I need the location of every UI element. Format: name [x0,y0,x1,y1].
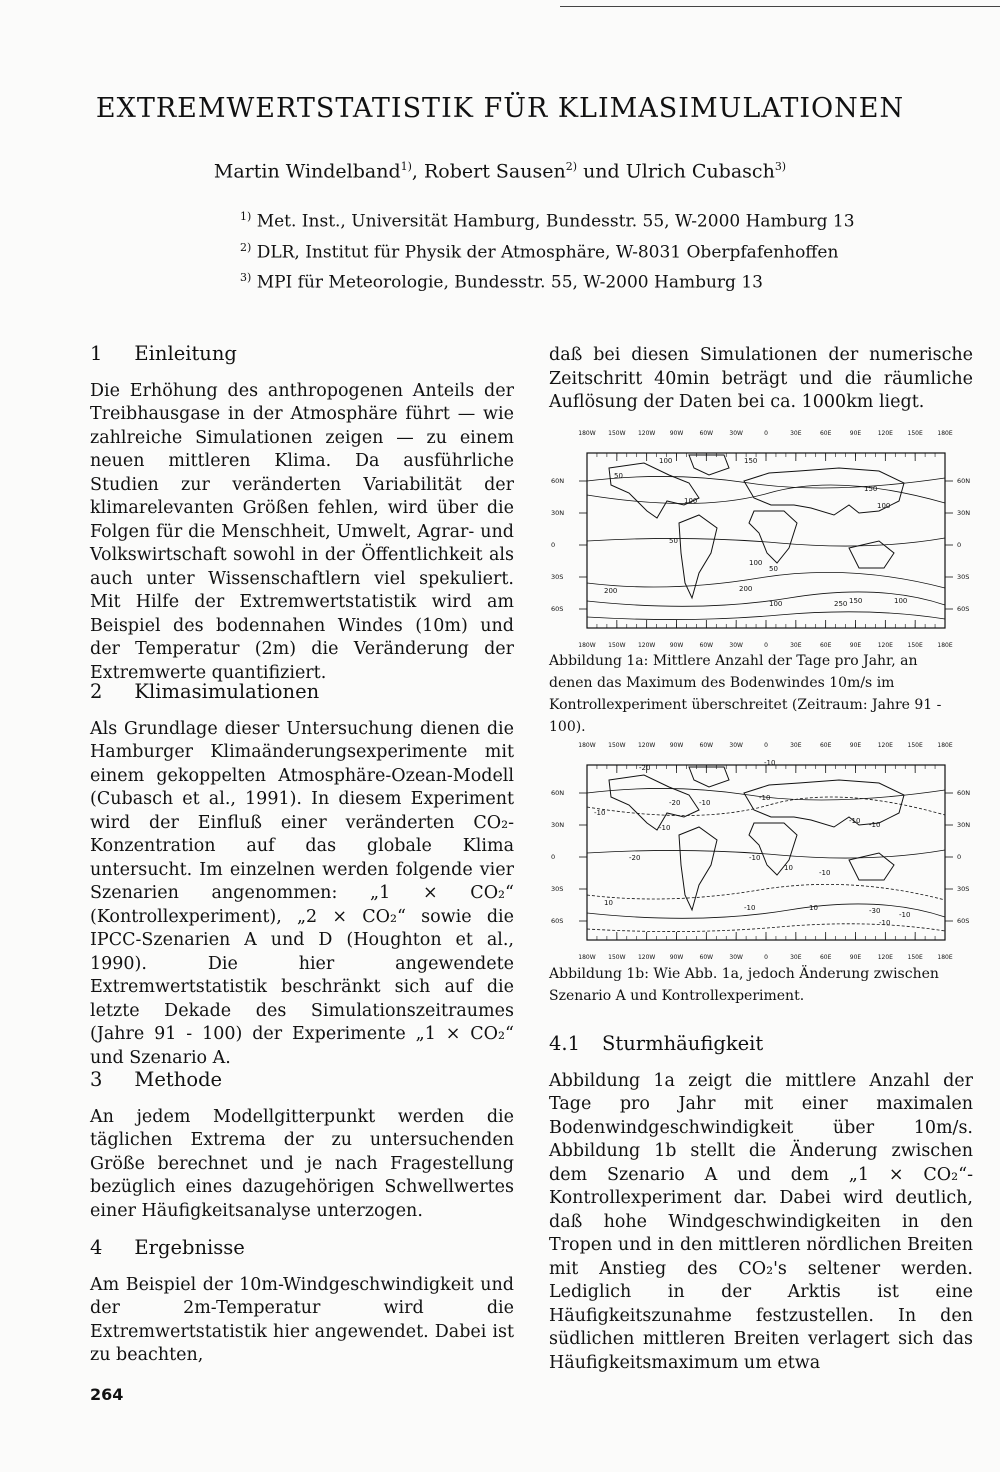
section-text: An jedem Modellgitterpunkt werden die täglichen Extrema der zu untersuchenden Größe berechnet und je nach Fragestellung bezüglich eines dazugehörigen Schwellwertes einer Häufigkeitsanalyse unterzogen. [90,1106,514,1221]
lon-label-top: 180W [578,742,596,749]
author-1: Martin Windelband [213,160,401,183]
contour-label: 50 [614,472,623,480]
contour-label: -10 [749,854,761,862]
lon-label-top: 60W [699,430,714,437]
lon-label-bottom: 30E [790,954,802,961]
figure-1b-caption: Abbildung 1b: Wie Abb. 1a, jedoch Änderung zwischen Szenario A und Kontrollexperiment. [549,966,939,1004]
lon-label-bottom: 90E [849,642,862,649]
section-number: 2 [90,680,103,703]
section-heading [90,342,514,366]
section-number: 4 [90,1236,103,1259]
affiliation-mark: 1) [240,210,252,223]
lon-label-top: 30W [729,742,743,749]
lon-label-top: 150E [907,430,923,437]
lat-label-right: 30S [957,885,970,893]
affiliation-mark: 3) [240,271,252,285]
lon-label-top: 120W [637,742,656,749]
affiliation-text: DLR, Institut für Physik der Atmosphäre, W-8031 Oberpfafenhoffen [251,242,839,263]
lon-label-bottom: 180E [937,642,953,649]
contour-label: 100 [894,597,908,605]
affiliations [240,204,855,296]
lon-label-top: 30E [790,430,802,437]
lat-label-right: 60N [957,789,971,797]
lon-label-top: 30W [729,430,743,437]
coastline [689,455,729,475]
lon-label-bottom: 120W [637,954,656,961]
lon-label-bottom: 150E [907,954,923,961]
contour-label: 200 [739,585,753,593]
lat-label-right: 30S [957,573,970,581]
contour-label: -10 [849,817,861,825]
contour-label: 50 [669,537,678,545]
affiliation-2 [240,235,855,266]
section-number: 1 [90,342,103,365]
lon-label-top: 150W [608,430,626,437]
section-sturmhaeufigkeit [549,1032,973,1375]
lon-label-bottom: 90W [669,954,684,961]
lat-label-right: 30N [957,509,971,517]
lat-label-left: 30S [551,885,564,893]
lat-label-left: 30N [551,821,565,829]
lon-label-top: 150W [608,742,626,749]
contour-label: 100 [877,502,891,510]
contour-label: -10 [744,904,756,912]
section-text: Die Erhöhung des anthropogenen Anteils der Treibhausgase in der Atmosphäre führt — wie zahlreiche Simulationen zeigen — zu einem neuen mittleren Klima. Da ausführliche Studien zur veränderten Variabilität der klimarelevanten Größen fehlen, wird über die Folgen für die Menschheit, Umwelt, Agrar- und Volkswirtschaft sowohl in der Öffentlichkeit als auch unter Wissenschaftlern viel spekuliert. Mit Hilfe der Extremwertstatistik wird am Beispiel des bodennahen Windes (10m) und der Temperatur (2m) die Veränderung der Extremwerte quantifiziert. [90,380,514,683]
lon-label-bottom: 180E [937,954,953,961]
lon-label-bottom: 60W [699,642,714,649]
lon-label-bottom: 120W [637,642,656,649]
contour-label: 100 [659,457,673,465]
lon-label-bottom: 0 [764,954,768,961]
lon-label-bottom: 150W [608,954,626,961]
section-text: Abbildung 1a zeigt die mittlere Anzahl der Tage pro Jahr mit einer maximalen Bodenwindgeschwindigkeit über 10m/s. Abbildung 1b stellt die Änderung zwischen dem Szenario A und dem „1 × CO₂“-Kontrollexperiment dar. Dabei wird deutlich, daß hohe Windgeschwindigkeiten in den Tropen und in den mittleren nördlichen Breiten mit Anstieg des CO₂'s seltener werden. Lediglich in der Arktis ist eine Häufigkeitszunahme festzustellen. In den südlichen mittleren Breiten verlagert sich das Häufigkeitsmaximum um etwa [549,1070,973,1373]
lon-label-top: 180E [937,430,953,437]
lat-label-left: 0 [551,541,556,549]
contour-label: 200 [604,587,618,595]
contour-line [587,485,945,504]
contour-label: 50 [769,565,778,573]
lat-label-left: 0 [551,853,556,861]
lat-label-right: 60S [957,605,970,613]
contour-label: -10 [879,919,891,927]
lon-label-top: 150E [907,742,923,749]
lat-label-left: 60S [551,917,564,925]
author-1-mark: 1) [400,160,412,173]
lon-label-top: 90W [669,742,684,749]
contour-label: -10 [594,809,606,817]
contour-line [587,884,945,900]
right-intro [549,344,973,415]
section-title: Einleitung [134,342,237,365]
affiliation-text: MPI für Meteorologie, Bundesstr. 55, W-2000 Hamburg 13 [251,272,763,293]
coastline [749,511,797,563]
contour-label: 10 [784,864,793,872]
section-ergebnisse [90,1236,514,1368]
lon-label-top: 180W [578,430,596,437]
lon-label-bottom: 150E [907,642,923,649]
section-einleitung [90,342,514,685]
contour-line [587,904,945,918]
contour-label: -10 [819,869,831,877]
lon-label-bottom: 60E [819,954,832,961]
section-title: Sturmhäufigkeit [602,1032,764,1055]
contour-line [587,476,945,488]
lon-label-top: 90E [849,742,862,749]
lon-label-top: 120E [877,430,893,437]
lon-label-bottom: 90W [669,642,684,649]
contour-label: 150 [849,597,863,605]
section-title: Methode [134,1068,223,1091]
section-text: Am Beispiel der 10m-Windgeschwindigkeit und der 2m-Temperatur wird die Extremwertstatistik hier angewendet. Dabei ist zu beachten, [90,1274,514,1365]
contour-label: -10 [764,759,776,767]
contour-label: 150 [864,485,878,493]
contour-line [587,850,945,858]
lon-label-top: 90W [669,430,684,437]
lon-label-bottom: 30W [729,642,743,649]
lon-label-bottom: 60E [819,642,832,649]
lat-label-right: 60S [957,917,970,925]
affiliation-1 [240,204,855,235]
section-heading [549,1032,973,1056]
top-rule [560,6,1000,7]
lon-label-top: 180E [937,742,953,749]
contour-label: -10 [899,911,911,919]
lon-label-top: 60W [699,742,714,749]
contour-label: 250 [834,600,848,608]
lat-label-left: 30S [551,573,564,581]
contour-label: -10 [699,799,711,807]
affiliation-text: Met. Inst., Universität Hamburg, Bundesstr. 55, W-2000 Hamburg 13 [251,211,855,232]
section-heading [90,680,514,704]
contour-line [587,924,945,932]
section-title: Klimasimulationen [134,680,320,703]
author-3: und Ulrich Cubasch [577,160,775,183]
contour-label: 100 [684,497,698,505]
section-methode [90,1068,514,1223]
lat-label-left: 60S [551,605,564,613]
lon-label-bottom: 30W [729,954,743,961]
contour-label: -20 [629,854,641,862]
section-heading [90,1068,514,1092]
lat-label-right: 0 [957,853,962,861]
lon-label-bottom: 0 [764,642,768,649]
affiliation-3 [240,265,855,296]
contour-line [587,612,945,620]
lon-label-top: 60E [819,742,832,749]
affiliation-mark: 2) [240,240,252,254]
lat-label-right: 60N [957,477,971,485]
lat-label-right: 30N [957,821,971,829]
contour-label: -10 [759,794,771,802]
figure-1a-map [549,413,971,663]
author-line [0,160,1000,182]
contour-line [587,538,945,546]
lat-label-right: 0 [957,541,962,549]
section-number: 3 [90,1068,103,1091]
contour-label: 10 [809,904,818,912]
contour-label: 10 [604,899,613,907]
paper-title: EXTREMWERTSTATISTIK FÜR KLIMASIMULATIONEN [95,93,905,124]
figure-1b-map [549,725,971,975]
contour-label: 150 [744,457,758,465]
lon-label-top: 30E [790,742,802,749]
lon-label-bottom: 60W [699,954,714,961]
contour-label: 100 [769,600,783,608]
author-3-mark: 3) [774,160,787,173]
intro-text: daß bei diesen Simulationen der numerische Zeitschritt 40min beträgt und die räumliche Auflösung der Daten bei ca. 1000km liegt. [549,345,973,412]
page-number: 264 [90,1385,124,1404]
section-heading [90,1236,514,1260]
lon-label-bottom: 120E [877,954,893,961]
section-title: Ergebnisse [134,1236,245,1259]
lon-label-top: 0 [764,430,768,437]
lon-label-bottom: 120E [877,642,893,649]
coastline [744,780,904,827]
coastline [689,767,729,787]
author-2-mark: 2) [565,160,578,173]
contour-line [587,572,945,588]
contour-label: -10 [869,821,881,829]
coastline [609,775,699,830]
contour-label: -30 [869,907,881,915]
figure-1a-caption: Abbildung 1a: Mittlere Anzahl der Tage pro Jahr, an denen das Maximum des Bodenwindes 10m/s im Kontrollexperiment überschreitet (Zeitraum: Jahre 91 - 100). [549,653,942,735]
lon-label-top: 0 [764,742,768,749]
lat-label-left: 60N [551,477,565,485]
contour-line [587,592,945,606]
section-text: Als Grundlage dieser Untersuchung dienen die Hamburger Klimaänderungsexperimente mit einem gekoppelten Atmosphäre-Ozean-Modell (Cubasch et al., 1991). In diesem Experiment wird der Einfluß einer veränderten CO₂-Konzentration auf das globale Klima untersucht. Im einzelnen werden folgende vier Szenarien angenommen: „1 × CO₂“ (Kontrollexperiment), „2 × CO₂“ sowie die IPCC-Szenarien A und D (Houghton et al., 1990). Die hier angewendete Extremwertstatistik beschränkt sich auf die letzte Dekade des Simulationszeitraumes (Jahre 91 - 100) der Experimente „1 × CO₂“ und Szenario A. [90,718,514,1068]
section-number: 4.1 [549,1032,581,1055]
contour-label: -20 [669,799,681,807]
lon-label-bottom: 150W [608,642,626,649]
lon-label-top: 120E [877,742,893,749]
lon-label-bottom: 30E [790,642,802,649]
lon-label-top: 90E [849,430,862,437]
lon-label-bottom: 90E [849,954,862,961]
lon-label-top: 60E [819,430,832,437]
lat-label-left: 60N [551,789,565,797]
contour-label: -20 [639,764,651,772]
lat-label-left: 30N [551,509,565,517]
lon-label-top: 120W [637,430,656,437]
author-2: , Robert Sausen [411,160,566,183]
contour-label: 100 [749,559,763,567]
lon-label-bottom: 180W [578,954,596,961]
contour-label: -10 [659,824,671,832]
section-klimasimulationen [90,680,514,1070]
lon-label-bottom: 180W [578,642,596,649]
